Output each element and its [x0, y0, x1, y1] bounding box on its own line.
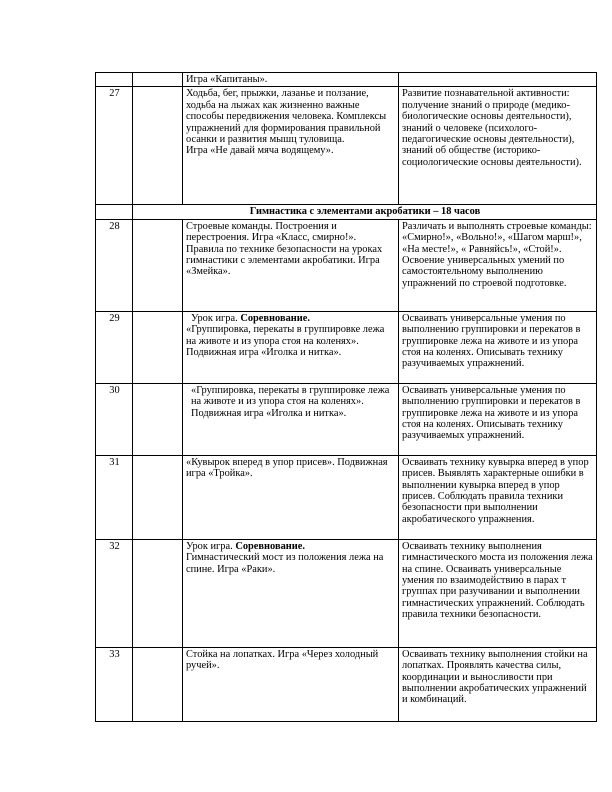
lesson-number: 31 [96, 455, 133, 539]
lesson-activity: Развитие познавательной активности: получение знаний о природе (медико-биологические основы деятельности), знаний о человеке (психолого-педагогические основы деятельности), знаний об обществе (историко-социологические основы деятельности). [399, 87, 597, 205]
topic-prefix: Урок игра. [186, 540, 233, 552]
lesson-number: 33 [96, 647, 133, 721]
lesson-topic [183, 383, 399, 455]
lesson-topic [183, 539, 399, 647]
topic-text: Ходьба, бег, прыжки, лазанье и ползание, ходьба на лыжах как жизненно важные способы передвижения человека. Комплексы упражнений для формирования правильной осанки и развития мышц туловища. [186, 88, 387, 146]
topic-prefix: Урок игра. [191, 312, 238, 324]
table-row [96, 539, 597, 647]
table-row [96, 73, 597, 87]
lesson-number: 30 [96, 383, 133, 455]
section-title: Гимнастика с элементами акробатики – 18 часов [133, 205, 597, 219]
lesson-activity: Осваивать универсальные умения по выполнению группировки и перекатов в группировке лежа на животе и из упора стоя на коленях. Описывать технику разучиваемых упражнений. [399, 311, 597, 383]
table-row [96, 455, 597, 539]
date-cell [133, 73, 183, 87]
topic-bold: Соревнование. [240, 312, 310, 324]
lesson-activity [399, 73, 597, 87]
lesson-activity: Осваивать технику выполнения стойки на лопатках. Проявлять качества силы, координации и выносливости при выполнении акробатических упражнений и комбинаций. [399, 647, 597, 721]
table-row [96, 87, 597, 205]
lesson-topic: Строевые команды. Построения и перестроения. Игра «Класс, смирно!». Правила по технике безопасности на уроках гимнастики с элементами акробатики. Игра «Змейка». [183, 219, 399, 311]
date-cell [133, 311, 183, 383]
topic-text: Гимнастический мост из положения лежа на спине. Игра «Раки». [186, 552, 384, 575]
table-row [96, 647, 597, 721]
lesson-topic: «Кувырок вперед в упор присев». Подвижная игра «Тройка». [183, 455, 399, 539]
table-row [96, 311, 597, 383]
lesson-number: 28 [96, 219, 133, 311]
lesson-topic [183, 87, 399, 205]
date-cell [133, 455, 183, 539]
lesson-number: 27 [96, 87, 133, 205]
table-row [96, 383, 597, 455]
topic-heading [186, 313, 396, 324]
table-row [96, 219, 597, 311]
section-header-row [96, 205, 597, 219]
lesson-topic: Игра «Капитаны». [183, 73, 399, 87]
topic-text: «Группировка, перекаты в группировке лежа на животе и из упора стоя на коленях». Подвижная игра «Иголка и нитка». [186, 324, 385, 359]
lesson-topic [183, 311, 399, 383]
lesson-topic: Стойка на лопатках. Игра «Через холодный ручей». [183, 647, 399, 721]
lesson-activity: Различать и выполнять строевые команды: «Смирно!», «Вольно!», «Шагом марш!», «На месте!», « Равняйсь!», «Стой!». Освоение универсальных умений по самостоятельному выполнению упражнений по строевой подготовке. [399, 219, 597, 311]
topic-bold: Соревнование. [235, 540, 305, 552]
topic-game: Игра «Не давай мяча водящему». [186, 145, 334, 157]
lesson-number [96, 73, 133, 87]
topic-heading [186, 541, 396, 552]
date-cell [133, 647, 183, 721]
date-cell [133, 383, 183, 455]
lesson-number: 32 [96, 539, 133, 647]
topic-text: «Группировка, перекаты в группировке лежа на животе и из упора стоя на коленях». Подвижная игра «Иголка и нитка». [191, 384, 390, 419]
date-cell [133, 219, 183, 311]
lesson-activity: Осваивать универсальные умения по выполнению группировки и перекатов в группировке лежа на животе и из упора стоя на коленях. Описывать технику разучиваемых упражнений. [399, 383, 597, 455]
lesson-activity: Осваивать технику кувырка вперед в упор присев. Выявлять характерные ошибки в выполнении кувырка вперед в упор присев. Соблюдать правила техники безопасности при выполнении акробатического упражнения. [399, 455, 597, 539]
lesson-plan-table [95, 72, 597, 722]
date-cell [133, 539, 183, 647]
date-cell [133, 87, 183, 205]
lesson-activity: Осваивать технику выполнения гимнастического моста из положения лежа на спине. Осваивать универсальные умения по взаимодействию в парах т группах при разучивании и выполнении гимнастических упражнений. Соблюдать правила техники безопасности. [399, 539, 597, 647]
lesson-number: 29 [96, 311, 133, 383]
